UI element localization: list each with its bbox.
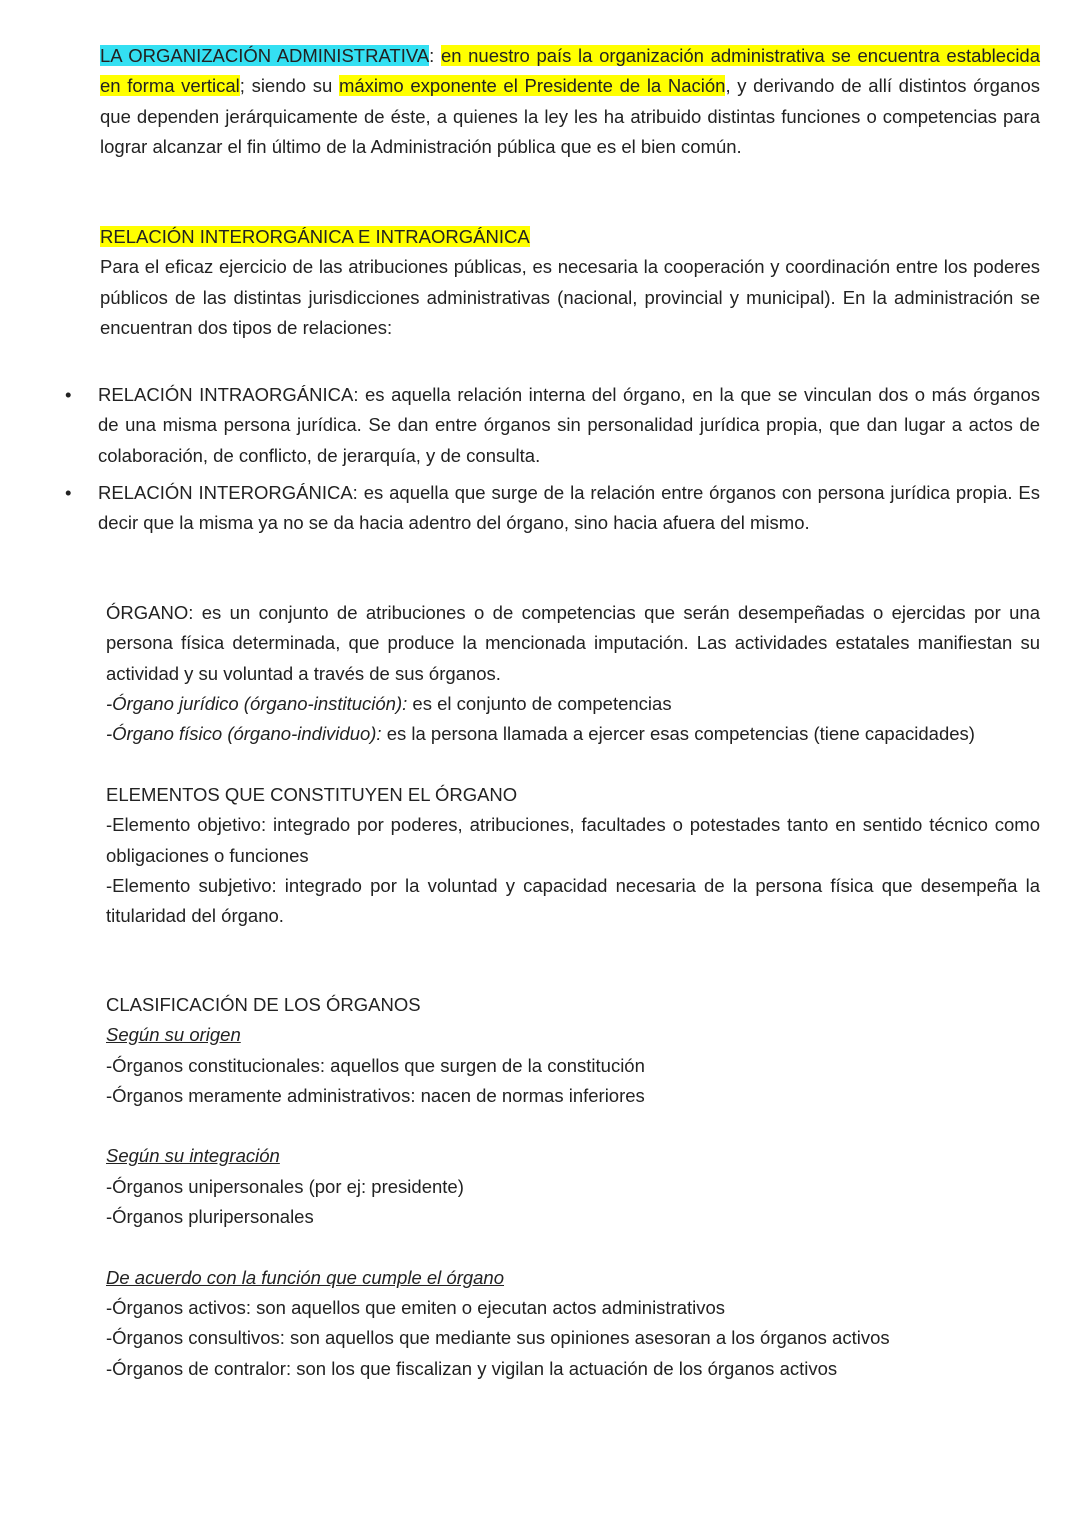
organo-section xyxy=(106,598,1040,749)
organo-juridico-text: es el conjunto de competencias xyxy=(407,692,672,714)
organo-paragraph: ÓRGANO: es un conjunto de atribuciones o de competencias que serán desempeñadas o ejercidas por una persona física determinada, que produce la mencionada imputación. Las actividades estatales manifiestan su actividad y su voluntad a través de sus órganos. xyxy=(106,602,1040,684)
list-item: -Órganos meramente administrativos: nacen de normas inferiores xyxy=(106,1084,645,1106)
spacer xyxy=(106,1111,1040,1141)
spacer xyxy=(106,1232,1040,1262)
intro-colon: : xyxy=(429,45,441,66)
intro-rest: , y derivando de allí distintos órganos que dependen jerárquicamente de éste, a quienes la ley les ha atribuido distintas funciones o competencias para lograr alcanzar el fin último de la Administración pública que es el bien común. xyxy=(100,75,1040,157)
bullet-text: RELACIÓN INTRAORGÁNICA: es aquella relación interna del órgano, en la que se vinculan dos o más órganos de una misma persona jurídica. Se dan entre órganos sin personalidad jurídica propia, que dan lugar a actos de colaboración, de conflicto, de jerarquía, y de consulta. xyxy=(98,384,1040,466)
organo-fisico-line xyxy=(106,719,1040,749)
list-item: -Órganos de contralor: son los que fiscalizan y vigilan la actuación de los órganos activos xyxy=(106,1357,838,1379)
intro-paragraph xyxy=(100,41,1040,162)
subheading-origen: Según su origen xyxy=(106,1024,241,1046)
relacion-section xyxy=(100,222,1040,343)
elementos-heading: ELEMENTOS QUE CONSTITUYEN EL ÓRGANO xyxy=(106,784,518,805)
intro-mid: ; siendo su xyxy=(239,75,339,97)
organo-fisico-text: es la persona llamada a ejercer esas competencias (tiene capacidades) xyxy=(381,723,975,745)
clasificacion-section xyxy=(106,990,1040,1384)
organo-fisico-label: -Órgano físico (órgano-individuo): xyxy=(106,723,382,745)
intro-heading: LA ORGANIZACIÓN ADMINISTRATIVA xyxy=(100,45,430,66)
relacion-paragraph: Para el eficaz ejercicio de las atribuciones públicas, es necesaria la cooperación y coordinación entre los poderes públicos de las distintas jurisdicciones administrativas (nacional, provincial y municipal). En la administración se encuentran dos tipos de relaciones: xyxy=(100,256,1040,338)
relacion-bullet-list xyxy=(65,380,1040,538)
relacion-heading: RELACIÓN INTERORGÁNICA E INTRAORGÁNICA xyxy=(100,226,530,247)
elementos-section xyxy=(106,780,1040,931)
intro-section xyxy=(100,41,1040,162)
elemento-subjetivo: -Elemento subjetivo: integrado por la voluntad y capacidad necesaria de la persona física que desempeña la titularidad del órgano. xyxy=(106,874,1040,927)
list-item: -Órganos unipersonales (por ej: presidente) xyxy=(106,1175,464,1197)
organo-juridico-label: -Órgano jurídico (órgano-institución): xyxy=(106,692,408,714)
intro-highlight-2: máximo exponente el Presidente de la Nación xyxy=(338,75,726,97)
list-item xyxy=(65,478,1040,539)
list-item: -Órganos activos: son aquellos que emiten o ejecutan actos administrativos xyxy=(106,1296,726,1318)
subheading-integracion: Según su integración xyxy=(106,1145,280,1167)
bullet-icon: • xyxy=(65,481,72,503)
list-item: -Órganos constitucionales: aquellos que surgen de la constitución xyxy=(106,1054,645,1076)
bullet-text: RELACIÓN INTERORGÁNICA: es aquella que surge de la relación entre órganos con persona jurídica propia. Es decir que la misma ya no se da hacia adentro del órgano, sino hacia afuera del mismo. xyxy=(98,481,1040,534)
clasificacion-heading: CLASIFICACIÓN DE LOS ÓRGANOS xyxy=(106,994,421,1015)
intro-highlight-1: en nuestro país la organización administrativa se encuentra establecida en forma vertical xyxy=(100,45,1041,97)
subheading-funcion: De acuerdo con la función que cumple el órgano xyxy=(106,1266,505,1288)
bullet-icon: • xyxy=(65,384,72,405)
organo-juridico-line xyxy=(106,689,1040,719)
list-item: -Órganos pluripersonales xyxy=(106,1206,314,1228)
elemento-objetivo: -Elemento objetivo: integrado por poderes, atribuciones, facultades o potestades tanto en sentido técnico como obligaciones o funciones xyxy=(106,814,1040,866)
list-item: -Órganos consultivos: son aquellos que mediante sus opiniones asesoran a los órganos activos xyxy=(106,1327,890,1349)
list-item xyxy=(65,380,1040,471)
